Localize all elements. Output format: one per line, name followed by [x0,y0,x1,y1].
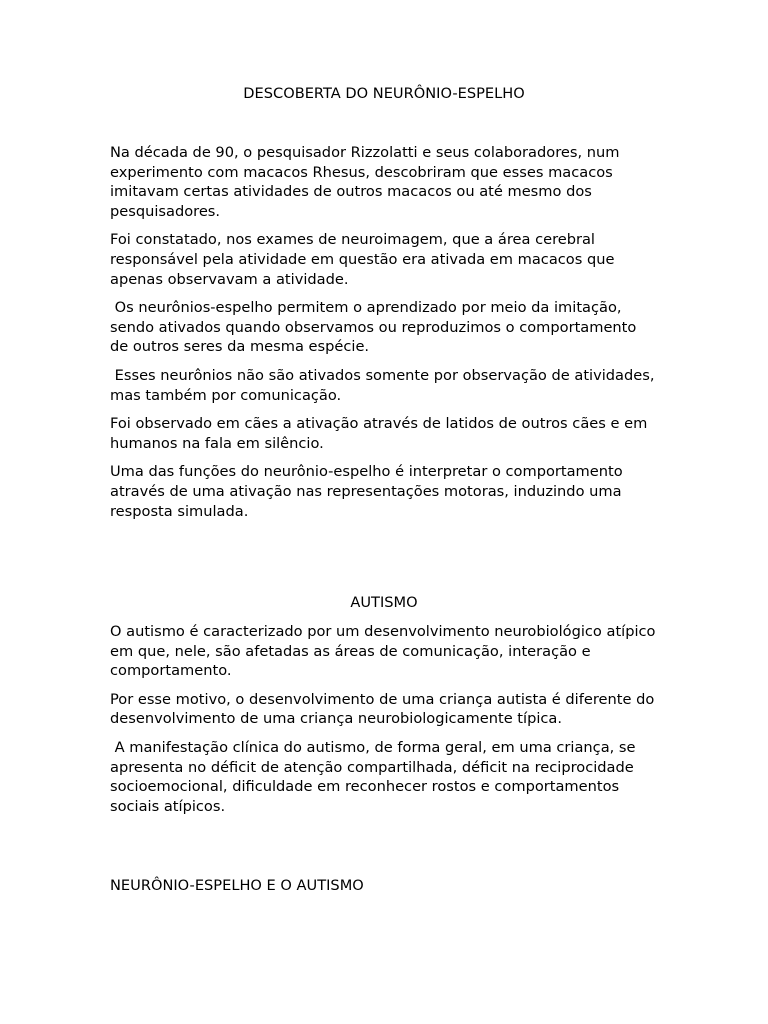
paragraph: Uma das funções do neurônio-espelho é interpretar o comportamento através de uma ativação nas representações motoras, induzindo uma resposta simulada. [110,463,628,520]
paragraph: Foi observado em cães a ativação através de latidos de outros cães e em humanos na fala em silêncio. [110,415,652,452]
paragraph: Na década de 90, o pesquisador Rizzolatti e seus colaboradores, num experimento com macacos Rhesus, descobriram que esses macacos imitavam certas atividades de outros macacos ou até mesmo dos pesquisadores. [110,144,625,220]
paragraph: O autismo é caracterizado por um desenvolvimento neurobiológico atípico em que, nele, são afetadas as áreas de comunicação, interação e comportamento. [110,623,661,680]
document-title: DESCOBERTA DO NEURÔNIO-ESPELHO [243,85,525,102]
paragraph: Por esse motivo, o desenvolvimento de uma criança autista é diferente do desenvolvimento de uma criança neurobiologicamente típica. [110,690,659,728]
paragraph: Esses neurônios não são ativados somente por observação de atividades, mas também por comunicação. [110,366,660,404]
document-page [110,0,661,1024]
paragraph: A manifestação clínica do autismo, de forma geral, em uma criança, se apresenta no déficit de atenção compartilhada, déficit na reciprocidade socioemocional, dificuldade em reconhecer rostos e comportamentos sociais atípicos. [110,738,641,815]
section-autism [110,622,661,825]
section-neuron-discovery [110,143,658,530]
section-heading-neuron-autism: NEURÔNIO-ESPELHO E O AUTISMO [110,877,364,894]
paragraph: Foi constatado, nos exames de neuroimagem, que a área cerebral responsável pela atividade em questão era ativada em macacos que apenas observavam a atividade. [110,231,620,288]
paragraph: Os neurônios-espelho permitem o aprendizado por meio da imitação, sendo ativados quando observamos ou reproduzimos o comportamento de outros seres da mesma espécie. [110,299,641,356]
section-heading-autism: AUTISMO [350,594,418,611]
